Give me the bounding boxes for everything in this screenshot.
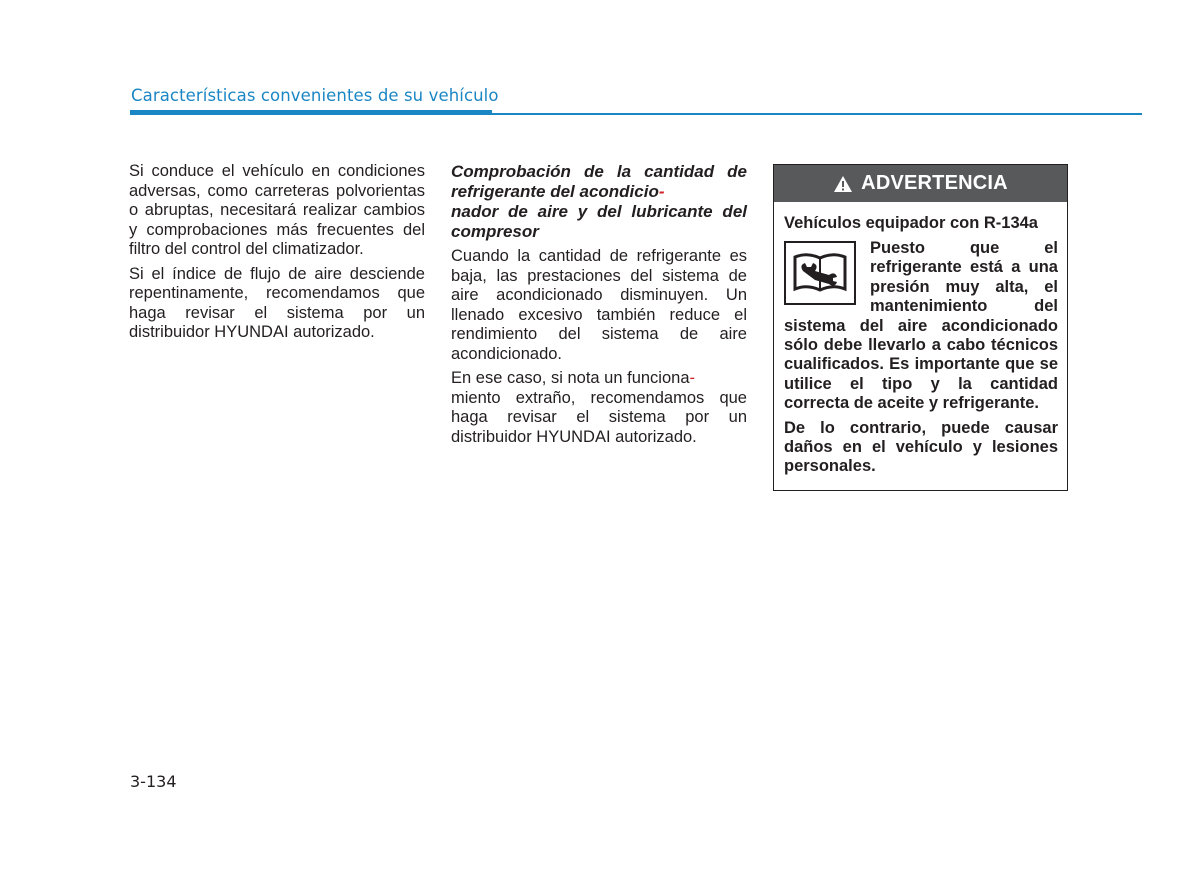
warning-paragraph: Puesto que el refrigerante está a una presión muy alta, el mantenimiento del sistema del aire acondicionado sólo debe llevarlo a cabo técnicos cualificados. Es importante que se utilice el tipo y la cantidad correcta de aceite y refrigerante. — [784, 239, 1058, 413]
paragraph-text: En ese caso, si nota un funciona — [451, 369, 690, 387]
middle-column — [451, 162, 747, 452]
service-manual-icon — [784, 241, 856, 305]
paragraph — [451, 369, 747, 447]
paragraph: Cuando la cantidad de refrigerante es baja, las prestaciones del sistema de aire acondicionado disminuyen. Un llenado excesivo también reduce el rendimiento del sistema de aire acondicionado. — [451, 247, 747, 363]
warning-paragraph: De lo contrario, puede causar daños en el vehículo y lesiones personales. — [784, 418, 1058, 476]
paragraph: Si conduce el vehículo en condiciones adversas, como carreteras polvorientas o abruptas, necesitará realizar cambios y comprobaciones más frecuentes del filtro del control del climatizador. — [129, 162, 425, 258]
header-rule-thin — [130, 113, 1142, 115]
hyphen-mark: - — [689, 369, 695, 387]
section-heading — [451, 162, 747, 242]
warning-header — [774, 165, 1067, 202]
left-column — [129, 162, 425, 348]
heading-text: nador de aire y del lubricante del compresor — [451, 202, 747, 241]
heading-text: Comprobación de la cantidad de refrigerante del acondicio — [451, 162, 747, 201]
page-number: 3-134 — [130, 772, 177, 791]
warning-title: ADVERTENCIA — [861, 172, 1008, 194]
warning-body — [784, 239, 1058, 477]
paragraph-text: miento extraño, recomendamos que haga revisar el sistema por un distribuidor HYUNDAI autorizado. — [451, 388, 747, 446]
warning-box — [773, 164, 1068, 491]
hyphen-mark: - — [658, 182, 665, 201]
warning-subtitle: Vehículos equipador con R-134a — [784, 214, 1038, 232]
paragraph: Si el índice de flujo de aire desciende repentinamente, recomendamos que haga revisar el sistema por un distribuidor HYUNDAI autorizado. — [129, 264, 425, 341]
warning-triangle-icon — [833, 175, 853, 193]
section-title: Características convenientes de su vehículo — [131, 86, 499, 105]
